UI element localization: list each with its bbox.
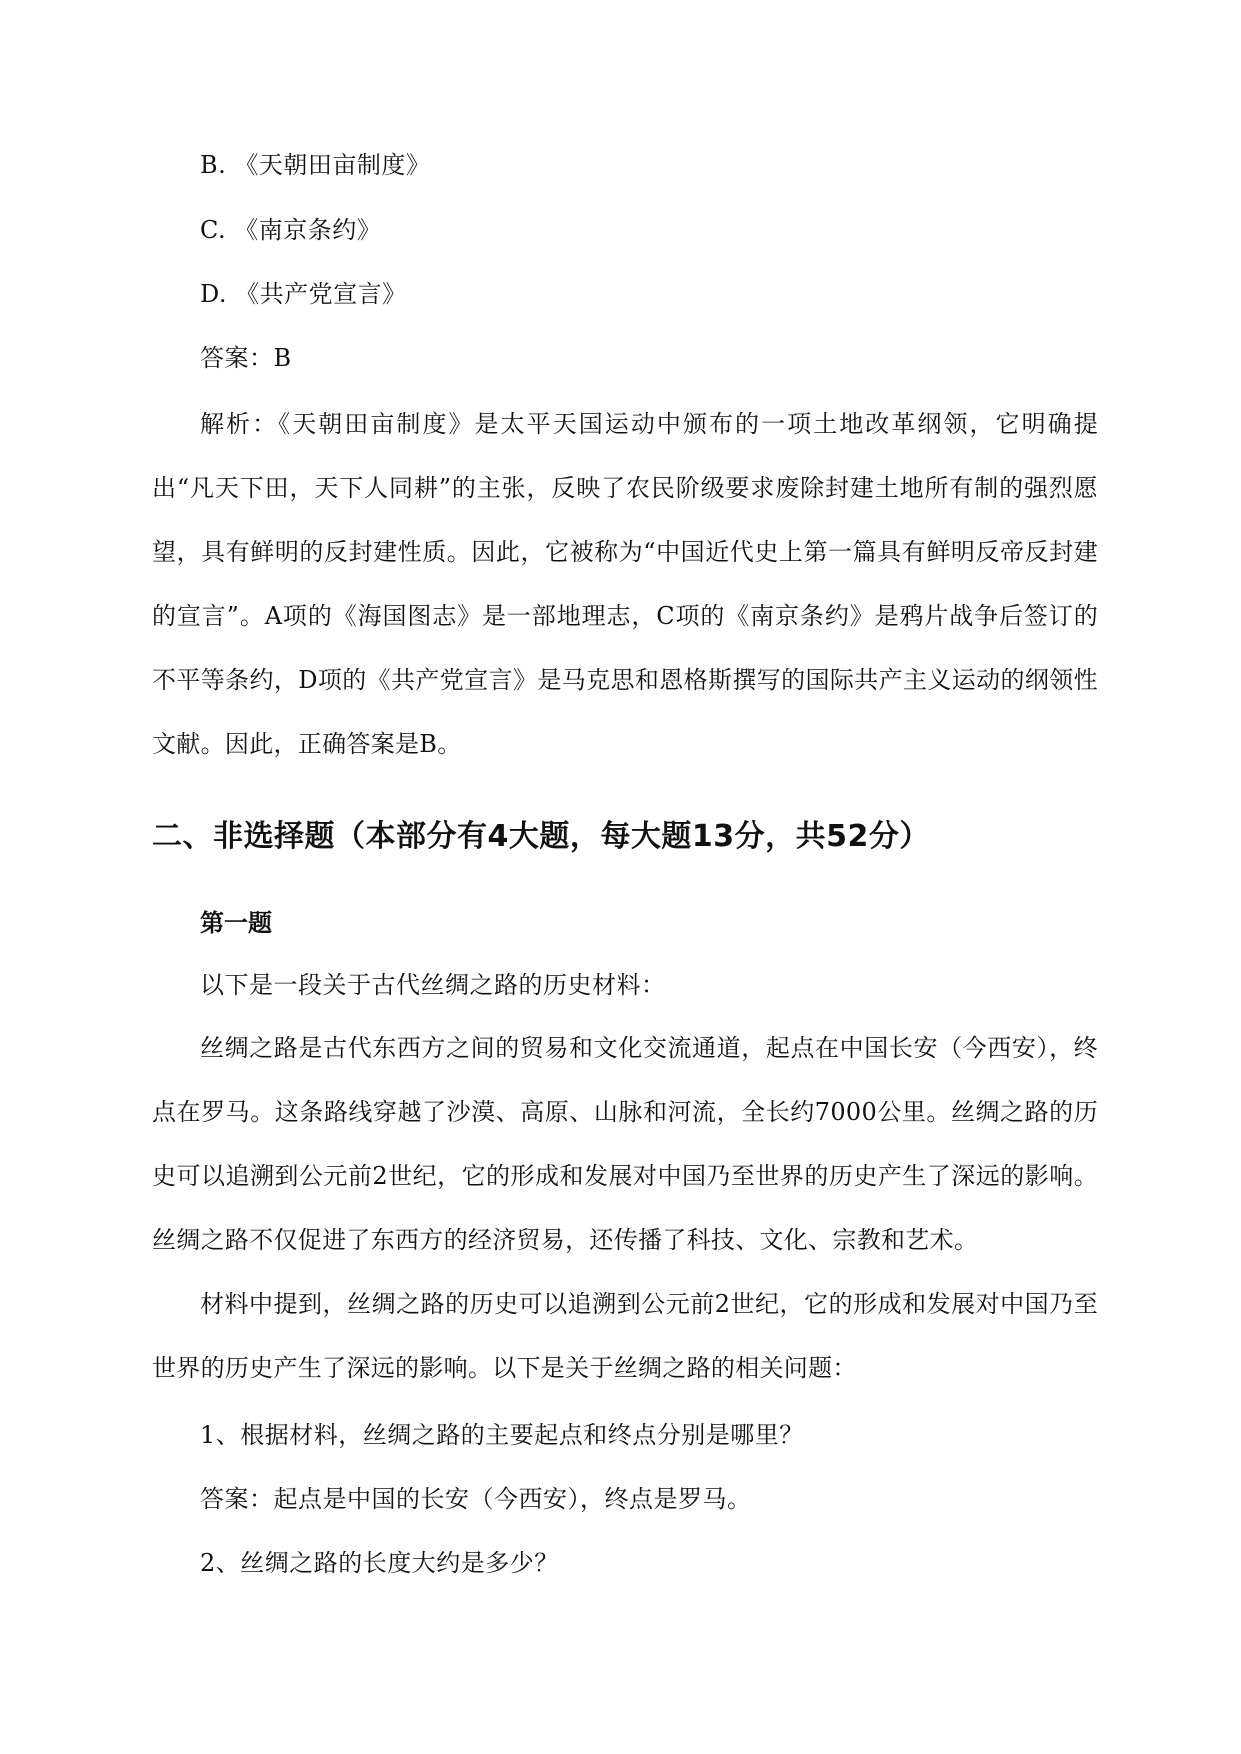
material-paragraph: 丝绸之路是古代东西方之间的贸易和文化交流通道，起点在中国长安（今西安），终点在罗马。这条路线穿越了沙漠、高原、山脉和河流，全长约7000公里。丝绸之路的历史可以追溯到公元前2世纪，它的形成和发展对中国乃至世界的历史产生了深远的影响。丝绸之路不仅促进了东西方的经济贸易，还传播了科技、文化、宗教和艺术。 — [152, 1034, 1098, 1254]
question-1: 1、根据材料，丝绸之路的主要起点和终点分别是哪里？ — [200, 1421, 804, 1449]
question-2: 2、丝绸之路的长度大约是多少？ — [200, 1549, 559, 1577]
question-title: 第一题 — [200, 909, 272, 937]
question-prompt: 材料中提到，丝绸之路的历史可以追溯到公元前2世纪，它的形成和发展对中国乃至世界的历史产生了深远的影响。以下是关于丝绸之路的相关问题： — [152, 1290, 1098, 1382]
option-d: D. 《共产党宣言》 — [200, 280, 407, 308]
material-intro: 以下是一段关于古代丝绸之路的历史材料： — [200, 971, 666, 999]
option-c: C. 《南京条约》 — [200, 216, 382, 244]
answer-1: 答案：起点是中国的长安（今西安），终点是罗马。 — [200, 1485, 752, 1513]
analysis-paragraph: 解析：《天朝田亩制度》是太平天国运动中颁布的一项土地改革纲领，它明确提出“凡天下田，天下人同耕”的主张，反映了农民阶级要求废除封建土地所有制的强烈愿望，具有鲜明的反封建性质。因此，它被称为“中国近代史上第一篇具有鲜明反帝反封建的宣言”。A项的《海国图志》是一部地理志，C项的《南京条约》是鸦片战争后签订的不平等条约，D项的《共产党宣言》是马克思和恩格斯撰写的国际共产主义运动的纲领性文献。因此，正确答案是B。 — [152, 410, 1098, 758]
answer-text: 答案：B — [200, 344, 292, 372]
option-b: B. 《天朝田亩制度》 — [200, 151, 431, 179]
section-heading: 二、非选择题（本部分有4大题，每大题13分，共52分） — [152, 819, 930, 854]
